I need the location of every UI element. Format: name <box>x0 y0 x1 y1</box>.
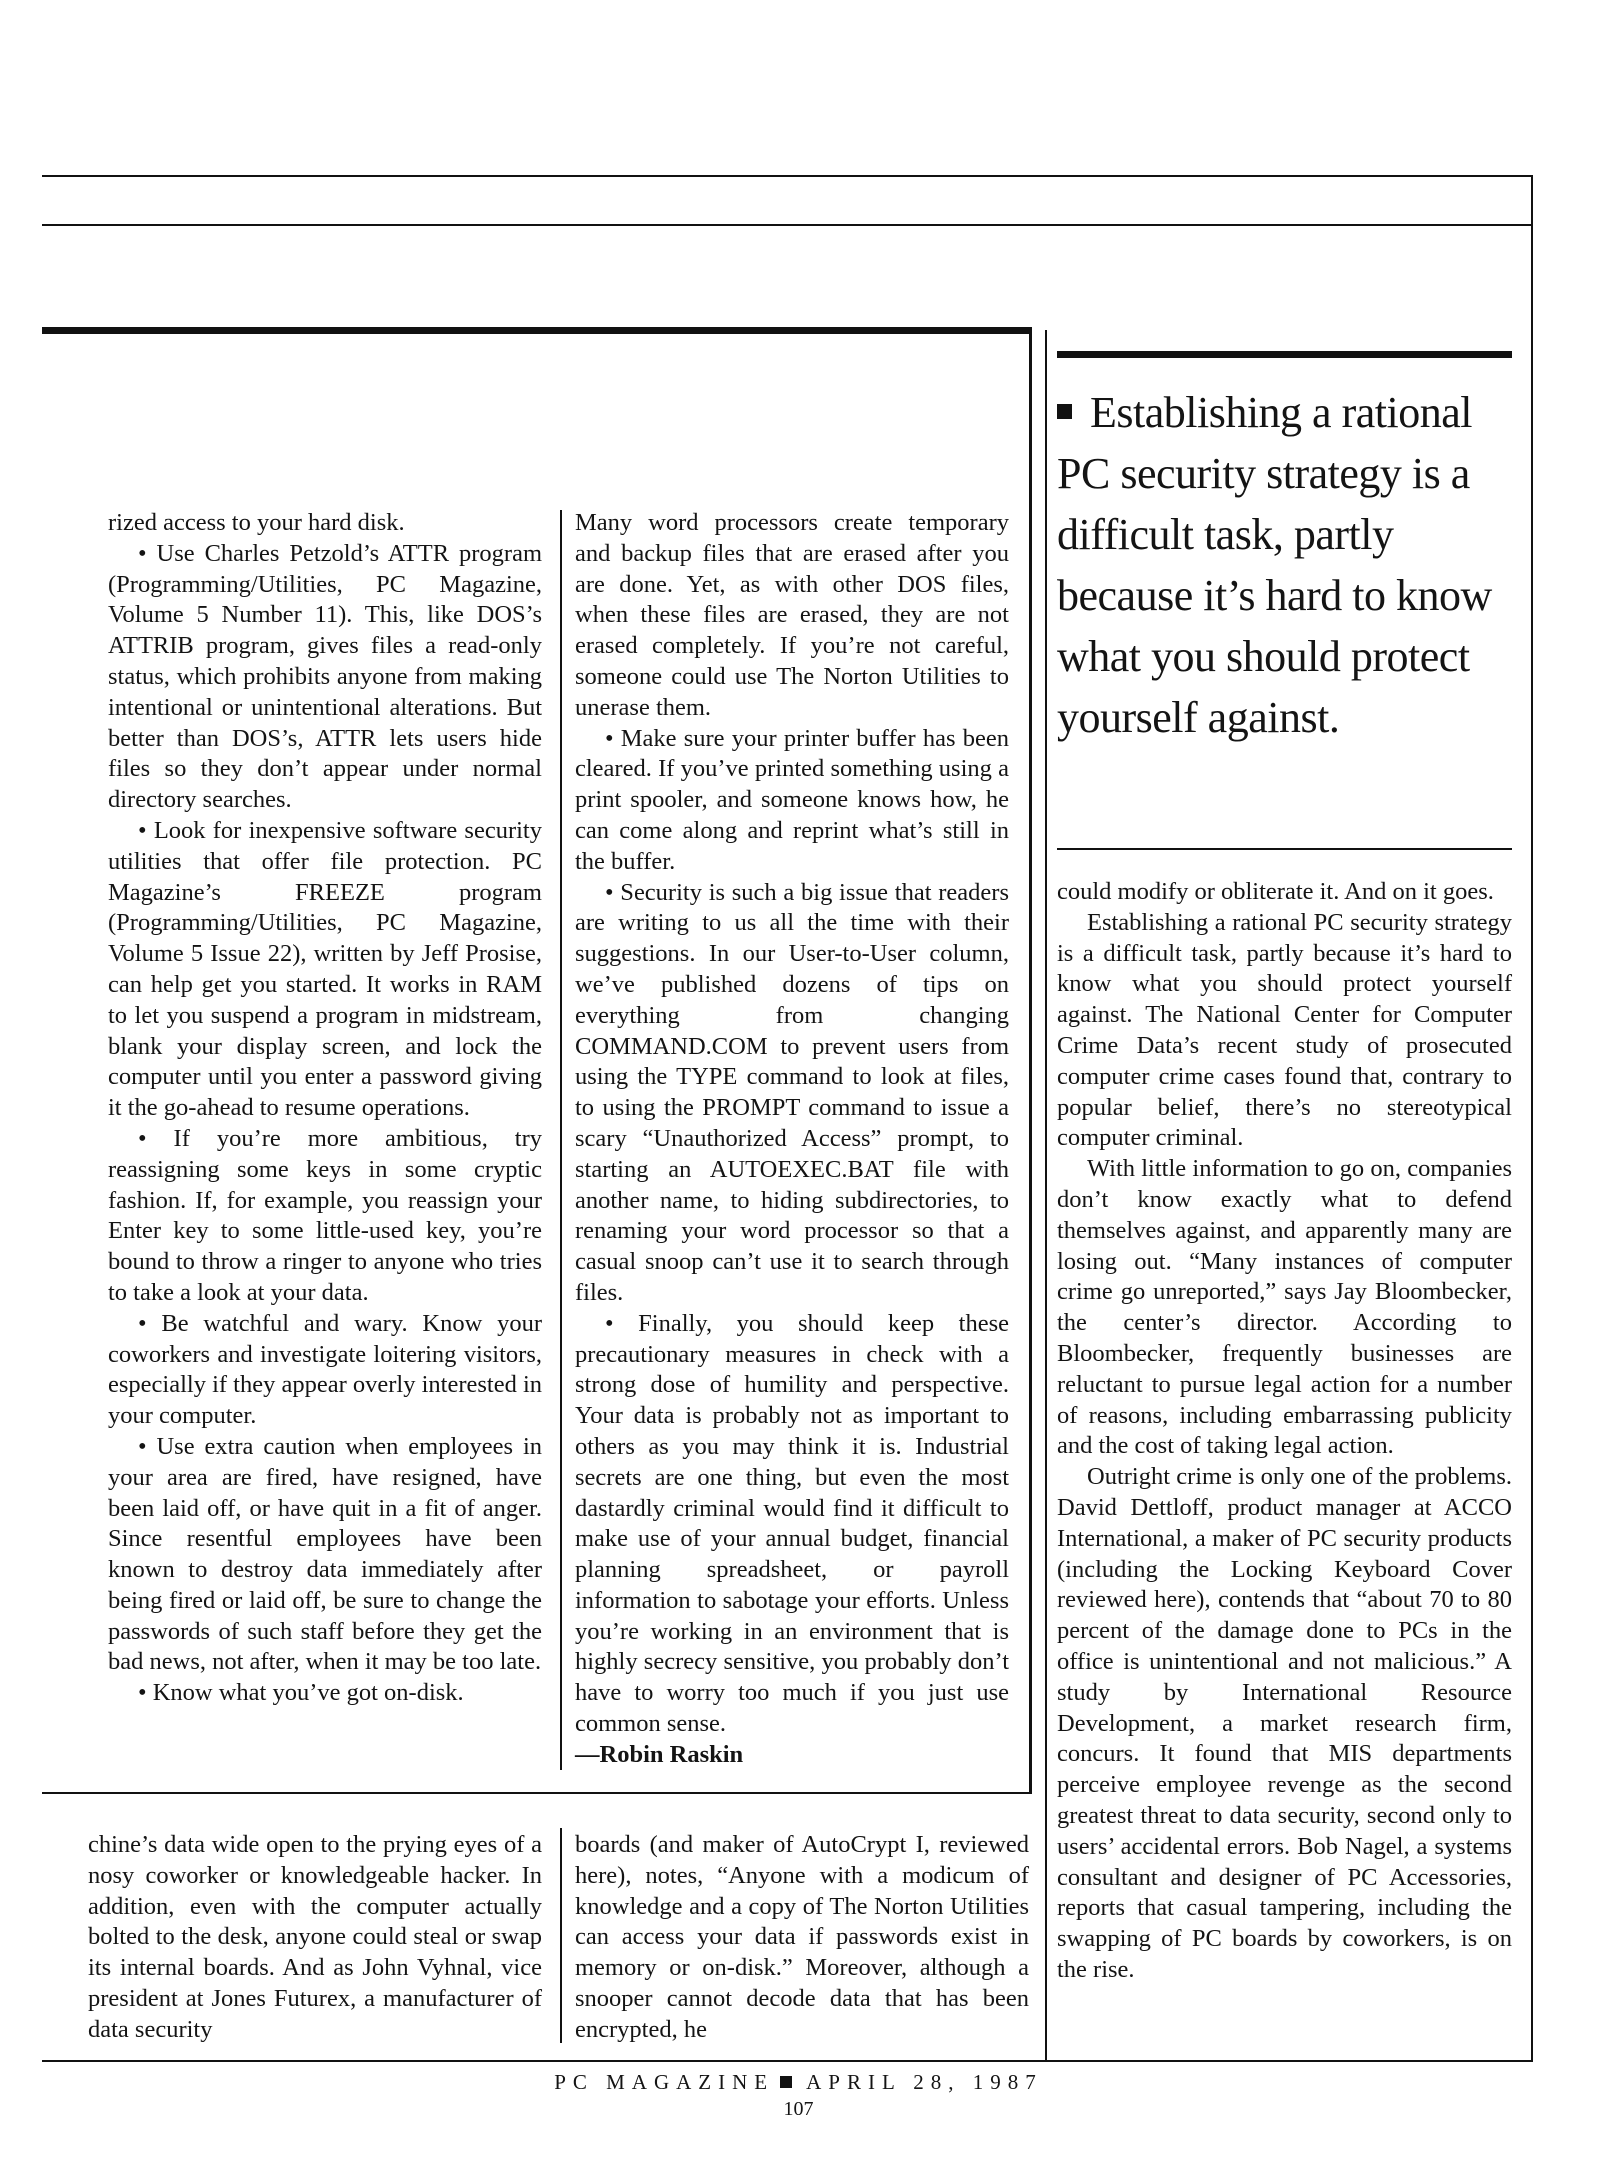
page-bottom-rule <box>42 2060 1533 2062</box>
main-column-3 <box>1057 877 1512 1986</box>
page-number: 107 <box>783 2098 814 2120</box>
bottom-column-rule <box>560 1828 562 2043</box>
bottom-column-2-paragraph: boards (and maker of AutoCrypt I, reviewed here), notes, “Anyone with a modicum of knowledge and a copy of The Norton Utilities can access your data if passwords exist in memory or on-disk.” Moreover, although a snooper cannot decode data that has been encrypted, he <box>575 1831 1029 2043</box>
column-1-paragraph: • Know what you’ve got on-disk. <box>138 1679 464 1707</box>
column-2-paragraph: • Security is such a big issue that readers are writing to us all the time with their suggestions. In our User-to-User column, we’ve published dozens of tips on everything from changing COMMAND.COM to prevent users from using the TYPE command to look at files, to using the PROMPT command to issue a scary “Unauthorized Access” prompt, to starting an AUTOEXEC.BAT file with another name, to hiding subdirectories, to renaming your word processor so that a casual snoop can’t use it to search through files. <box>575 878 1009 1306</box>
bottom-column-1 <box>88 1830 542 2046</box>
column-2-paragraph: Many word processors create temporary and backup files that are erased after you are done. Yet, as with other DOS files, when these files are erased, they are not erased completely. If you’re not careful, someone could use The Norton Utilities to unerase them. <box>575 509 1009 721</box>
column-3-paragraph: Establishing a rational PC security strategy is a difficult task, partly because it’s hard to know what you should protect yourself against. The National Center for Computer Crime Data’s recent study of prosecuted computer crime cases found that, contrary to popular belief, there’s no stereotypical computer criminal. <box>1057 908 1512 1152</box>
column-1-paragraph: • Look for inexpensive software security utilities that offer file protection. PC Magazine’s FREEZE program (Programming/Utilities, PC Magazine, Volume 5 Issue 22), written by Jeff Prosise, can help get you started. It works in RAM to let you suspend a program in midstream, blank your display screen, and lock the computer until you enter a password giving it the go-ahead to resume operations. <box>108 816 542 1122</box>
column-3-paragraph: Outright crime is only one of the problems. David Dettloff, product manager at ACCO International, a maker of PC security products (including the Locking Keyboard Cover reviewed here), contends that “about 70 to 80 percent of the damage done to PCs in the office is unintentional and not malicious.” A study by International Resource Development, a market research firm, concurs. It found that MIS departments perceive employee revenge as the second greatest threat to data security, second only to users’ accidental errors. Bob Nagel, a systems consultant and designer of PC Accessories, reports that casual tampering, including the swapping of PC boards by coworkers, is on the rise. <box>1057 1463 1512 1983</box>
pull-quote-text: Establishing a rational PC security strategy is a difficult task, partly because it’s hard to know what you should protect yourself against. <box>1057 388 1492 742</box>
footer-magazine: PC MAGAZINE <box>554 2070 775 2094</box>
column-1-paragraph: rized access to your hard disk. <box>108 509 405 536</box>
sidebar-bottom-rule <box>42 1792 1032 1794</box>
bottom-column-1-paragraph: chine’s data wide open to the prying eyes of a nosy coworker or knowledgeable hacker. In addition, even with the computer actually bolted to the desk, anyone could steal or swap its internal boards. And as John Vyhnal, vice president at Jones Futurex, a manufacturer of data security <box>88 1831 542 2043</box>
right-frame-rule <box>1531 175 1533 2062</box>
pull-quote-top-rule <box>1057 351 1512 358</box>
column-3-paragraph: could modify or obliterate it. And on it goes. <box>1057 878 1494 905</box>
square-separator-icon <box>780 2076 792 2088</box>
column-2-paragraph: • Finally, you should keep these precautionary measures in check with a strong dose of humility and perspective. Your data is probably not as important to others as you may think it is. Industrial secrets are one thing, but even the most dastardly criminal would find it difficult to make use of your annual budget, financial planning spreadsheet, or payroll information to sabotage your efforts. Unless you’re working in an environment that is highly secrecy sensitive, you probably don’t have to worry too much if you just use common sense. <box>575 1309 1009 1738</box>
column-1-paragraph: • Use Charles Petzold’s ATTR program (Programming/Utilities, PC Magazine, Volume 5 Number 11). This, like DOS’s ATTRIB program, gives files a read-only status, which prohibits anyone from making intentional or unintentional alterations. But better than DOS’s, ATTR lets users hide files so they don’t appear under normal directory searches. <box>108 539 542 814</box>
sidebar-column-rule <box>560 510 562 1770</box>
square-bullet-icon <box>1057 404 1072 419</box>
sidebar-heavy-top-rule <box>42 327 1032 334</box>
column-1-paragraph: • Use extra caution when employees in your area are fired, have resigned, have been laid off, or have quit in a fit of anger. Since resentful employees have been known to destroy data immediately after being fired or laid off, be sure to change the passwords of such staff before they get the bad news, not after, when it may be too late. <box>108 1432 542 1676</box>
column-1-paragraph: • Be watchful and wary. Know your coworkers and investigate loitering visitors, especially if they appear overly interested in your computer. <box>108 1309 543 1430</box>
outer-divider-rule <box>1045 330 1047 2060</box>
footer-date: APRIL 28, 1987 <box>806 2070 1043 2094</box>
column-2-paragraph: —Robin Raskin <box>575 1740 744 1768</box>
pull-quote-bottom-rule <box>1057 848 1512 850</box>
bottom-column-2 <box>575 1830 1029 2046</box>
column-2-paragraph: • Make sure your printer buffer has been cleared. If you’ve printed something using a print spooler, and someone knows how, he can come along and reprint what’s still in the buffer. <box>575 724 1009 875</box>
sidebar-column-1 <box>108 508 542 1709</box>
sidebar-column-2 <box>575 508 1009 1771</box>
top-frame-rule <box>42 175 1533 177</box>
pull-quote <box>1057 382 1517 748</box>
footer <box>0 2070 1597 2095</box>
second-frame-rule <box>42 224 1533 226</box>
column-1-paragraph: • If you’re more ambitious, try reassigning some keys in some cryptic fashion. If, for example, you reassign your Enter key to some little-used key, you’re bound to throw a ringer to anyone who tries to take a look at your data. <box>108 1124 542 1306</box>
column-3-paragraph: With little information to go on, companies don’t know exactly what to defend themselves against, and apparently many are losing out. “Many instances of computer crime go unreported,” says Jay Bloombecker, the center’s director. According to Bloombecker, frequently businesses are reluctant to pursue legal action for a number of reasons, including embarrassing publicity and the cost of taking legal action. <box>1057 1155 1512 1460</box>
sidebar-right-rule <box>1029 327 1032 1794</box>
